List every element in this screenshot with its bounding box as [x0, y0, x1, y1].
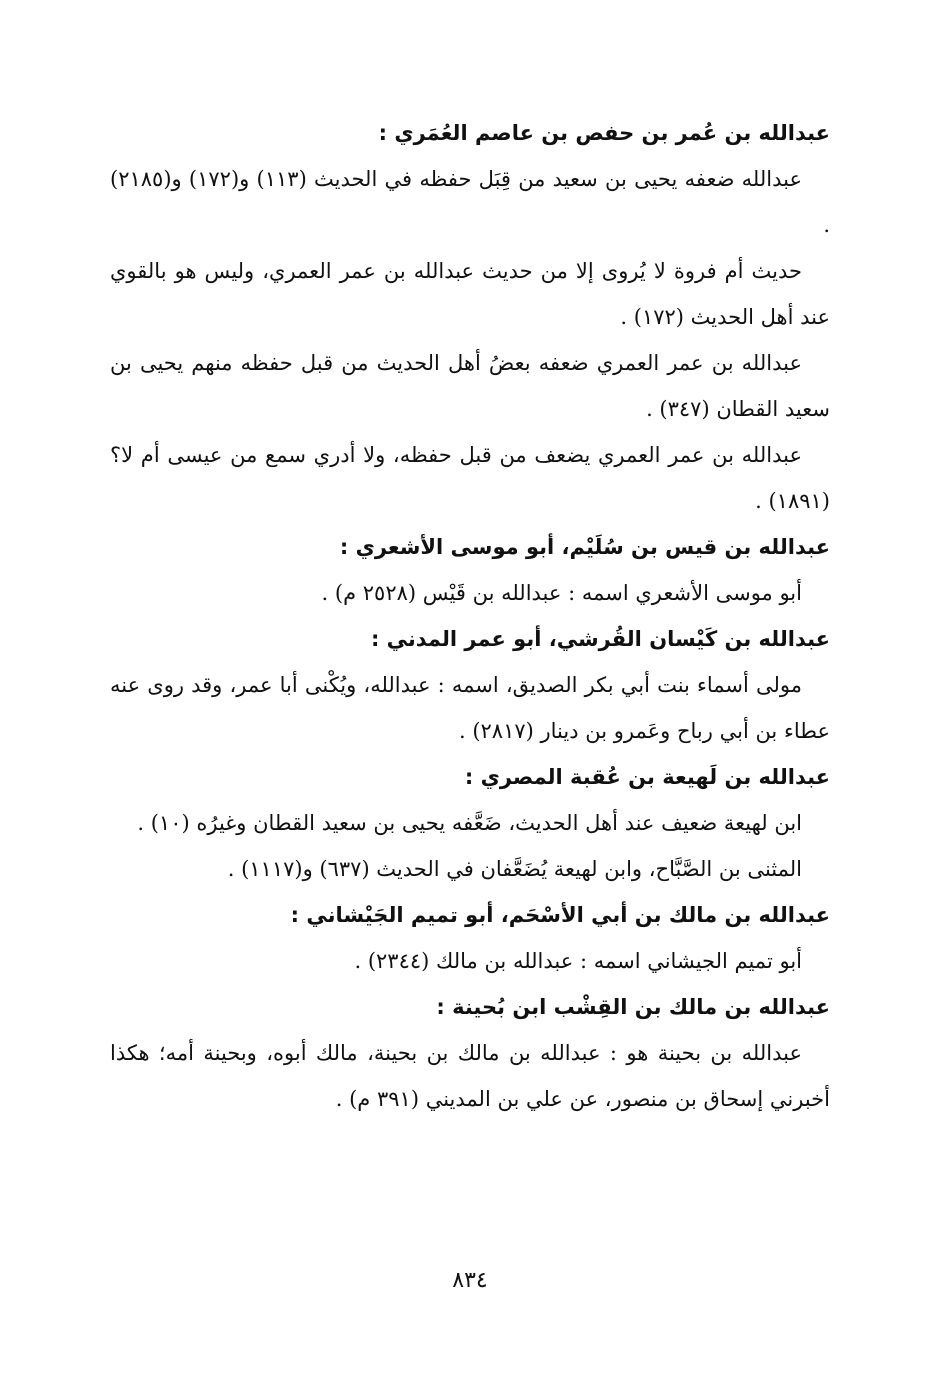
entry-paragraph: المثنى بن الصَّبَّاح، وابن لهيعة يُضَعَّفان في الحديث (٦٣٧) و(١١١٧) .	[227, 857, 802, 881]
entry-heading: عبدالله بن لَهيعة بن عُقبة المصري :	[464, 765, 830, 789]
entry-paragraph: مولى أسماء بنت أبي بكر الصديق، اسمه : عبدالله، ويُكْنى أبا عمر، وقد روى عنه عطاء بن أبي رباح وعَمرو بن دينار (٢٨١٧) .	[110, 673, 830, 743]
entry-abdullah-ibn-qays	[110, 524, 830, 616]
entry-paragraph: عبدالله بن عمر العمري ضعفه بعضُ أهل الحديث من قبل حفظه منهم يحيى بن سعيد القطان (٣٤٧) .	[110, 351, 830, 421]
entry-paragraph: ابن لهيعة ضعيف عند أهل الحديث، ضَعَّفه يحيى بن سعيد القطان وغيرُه (١٠) .	[137, 811, 802, 835]
entry-paragraph: عبدالله ضعفه يحيى بن سعيد من قِبَل حفظه في الحديث (١١٣) و(١٧٢) و(٢١٨٥) .	[110, 167, 830, 237]
entry-paragraph: أبو موسى الأشعري اسمه : عبدالله بن قَيْس (٢٥٢٨ م) .	[321, 581, 802, 605]
entry-heading: عبدالله بن عُمر بن حفص بن عاصم العُمَري :	[378, 121, 830, 145]
entry-paragraph: عبدالله بن عمر العمري يضعف من قبل حفظه، ولا أدري سمع من عيسى أم لا؟ (١٨٩١) .	[110, 443, 830, 513]
entry-abdullah-ibn-malik-jayshani	[110, 892, 830, 984]
entry-heading: عبدالله بن مالك بن القِشْب ابن بُحينة :	[436, 995, 830, 1019]
entry-abdullah-ibn-kaysan	[110, 616, 830, 754]
entry-heading: عبدالله بن قيس بن سُلَيْم، أبو موسى الأشعري :	[339, 535, 830, 559]
entry-paragraph: حديث أم فروة لا يُروى إلا من حديث عبدالله بن عمر العمري، وليس هو بالقوي عند أهل الحديث (١٧٢) .	[110, 259, 830, 329]
entry-abdullah-ibn-lahia	[110, 754, 830, 892]
entry-paragraph: أبو تميم الجيشاني اسمه : عبدالله بن مالك (٢٣٤٤) .	[354, 949, 802, 973]
entry-abdullah-ibn-umar	[110, 110, 830, 524]
entry-heading: عبدالله بن مالك بن أبي الأسْحَم، أبو تميم الجَيْشاني :	[290, 903, 830, 927]
entry-paragraph: عبدالله بن بحينة هو : عبدالله بن مالك بن بحينة، مالك أبوه، وبحينة أمه؛ هكذا أخبرني إسحاق بن منصور، عن علي بن المديني (٣٩١ م) .	[110, 1041, 830, 1111]
entry-abdullah-ibn-buhayna	[110, 984, 830, 1122]
page-content	[110, 110, 830, 1122]
entry-heading: عبدالله بن كَيْسان القُرشي، أبو عمر المدني :	[370, 627, 830, 651]
page-number: ٨٣٤	[452, 1268, 488, 1293]
